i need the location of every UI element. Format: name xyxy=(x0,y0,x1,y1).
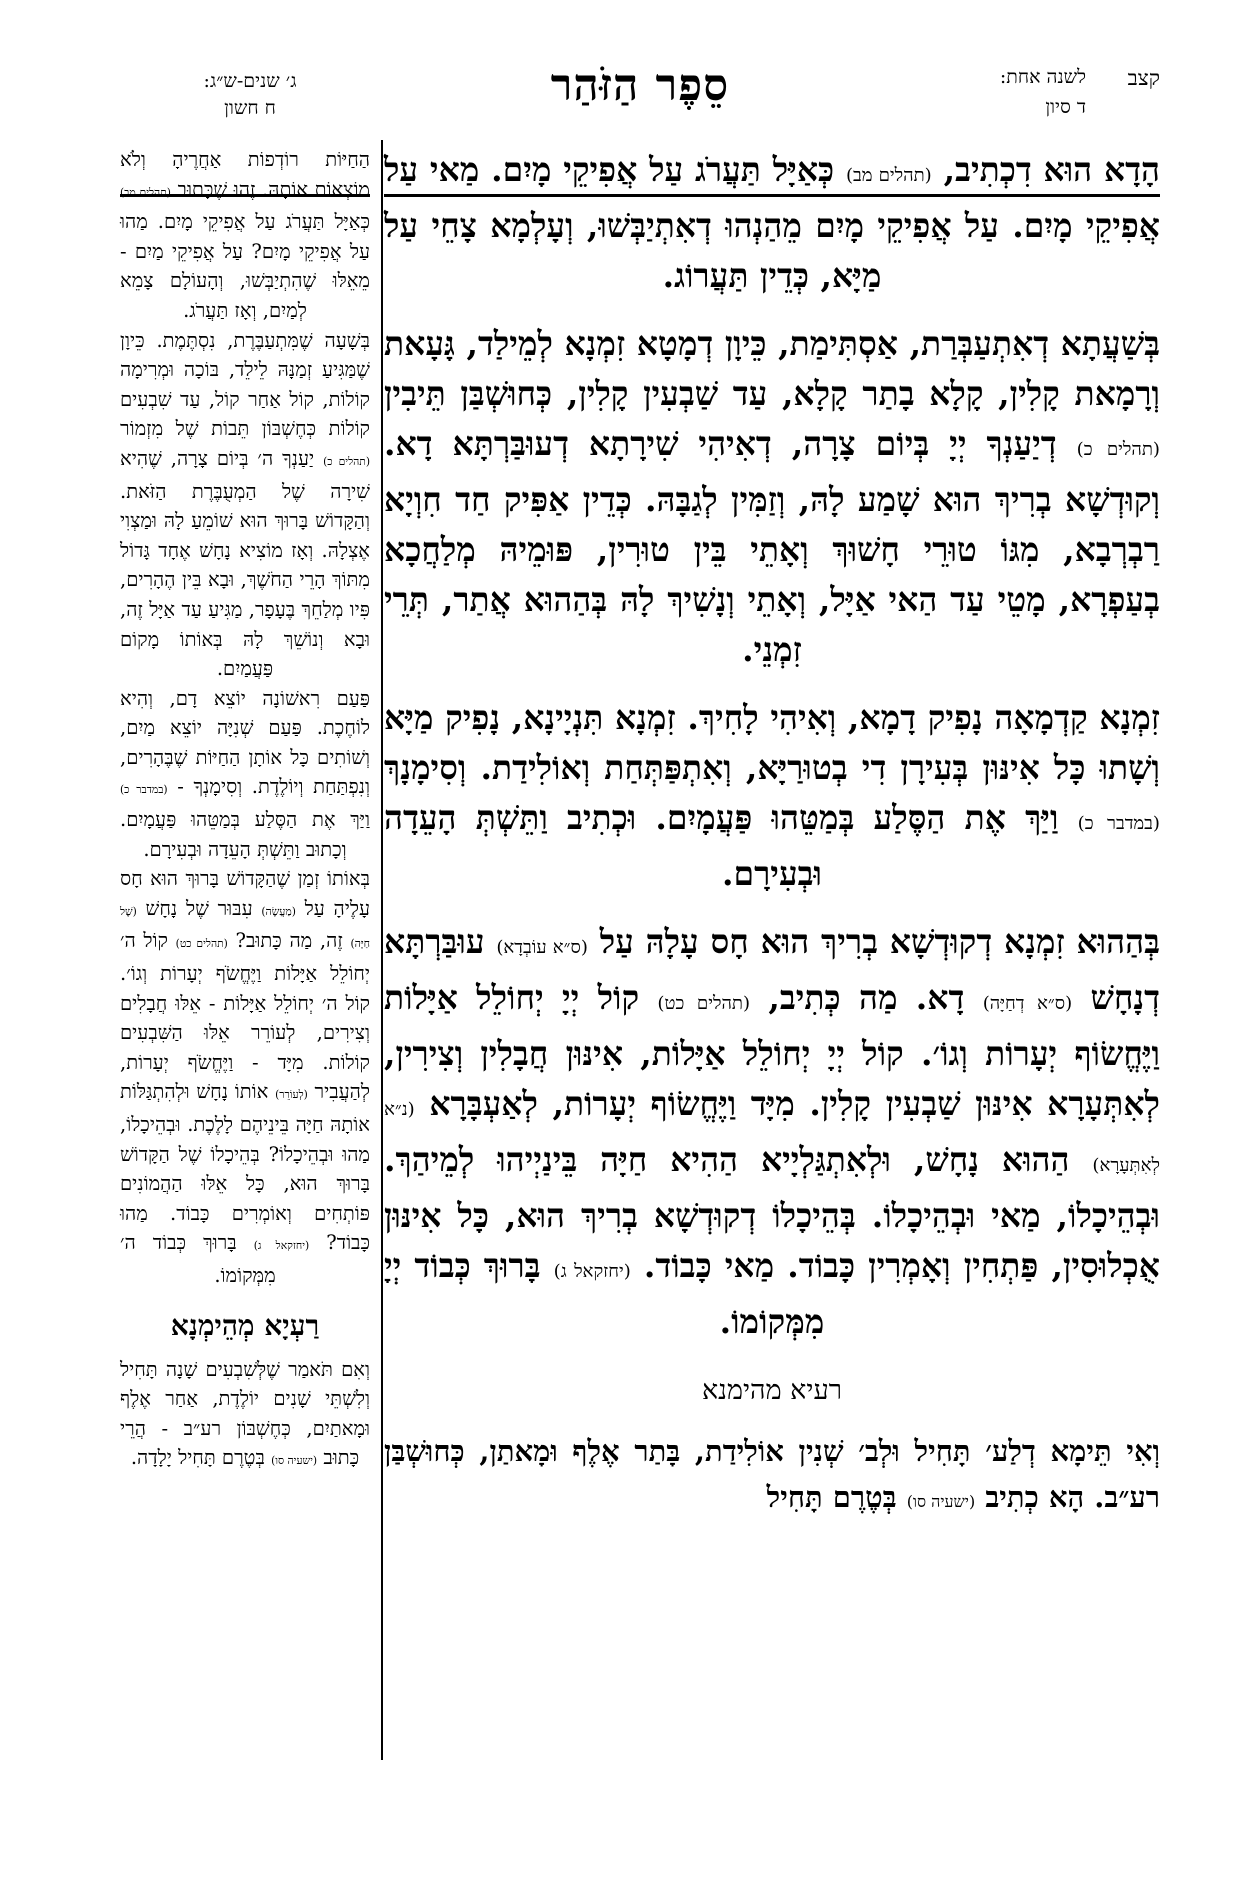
side-text: הַחַיּוֹת רוֹדְפוֹת אַחֲרֶיהָ וְלֹא מוֹצְאוֹת אוֹתָהּ. זֶהוּ שֶׁכָּתוּב xyxy=(120,148,370,201)
page-header xyxy=(120,60,1160,135)
side-text: אוֹתוֹ נָחָשׁ וּלְהִתְגַּלּוֹת אוֹתָהּ חַיָּה בֵּינֵיהֶם לָלֶכֶת. וּבְהֵיכָלוֹ, מַהוּ וּבְהֵיכָלוֹ? בְּהֵיכָלוֹ שֶׁל הַקָּדוֹשׁ בָּרוּךְ הוּא, כָּל אֵלּוּ הַהֲמוֹנִים פּוֹתְחִים וְאוֹמְרִים כָּבוֹד. מַהוּ כָּבוֹד? xyxy=(120,1080,370,1255)
main-paragraph-1 xyxy=(384,145,1160,301)
main-text: הַהוּא נָחָשׁ, וּלְאִתְגַּלְיָיא הַהִיא חַיָּה בֵּינַיְיהוּ לְמֵיהַךְ. וּבְהֵיכָלוֹ, מַאי וּבְהֵיכָלוֹ. בְּהֵיכָלוֹ דְקוּדְשָׁא בְרִיךְ הוּא, כָּל אִינּוּן אֻכְלוּסִין, פַּתְחִין וְאָמְרִין כָּבוֹד. מַאי כָּבוֹד. xyxy=(384,1140,1160,1285)
main-column xyxy=(384,145,1160,1543)
side-citation: (שֶׁל חַיָּה) xyxy=(120,904,370,951)
main-citation: (תהלים כ) xyxy=(1076,439,1160,460)
side-citation: (תהלים מב) xyxy=(120,185,171,199)
side-citation: (יחזקאל ג) xyxy=(253,1239,310,1253)
side-schedule-date: ח חשון xyxy=(224,97,276,119)
main-text: בְּשַׁעֲתָא דְאִתְעַבְּרַת, אַסְתִּימַת, כֵּיוָן דְמָטָא זִמְנָא לְמֵילַד, גָּעָאת וְרָמָאת קָלִין, קָלָא בָתַר קָלָא, עַד שַׁבְעִין קָלִין, כְּחוּשְׁבַּן תֵּיבִין xyxy=(384,324,1160,413)
side-text: בְּטֶרֶם תָּחִיל יָלָדָה. xyxy=(130,1446,265,1470)
column-separator xyxy=(381,140,383,1760)
main-text: הָדָא הוּא דִכְתִיב, xyxy=(943,150,1160,189)
side-paragraph-1 xyxy=(120,145,370,326)
main-citation: (ס״א דְחַיָּה) xyxy=(982,993,1073,1014)
main-citation: (יחזקאל ג) xyxy=(553,1261,631,1282)
main-text: וְאִי תֵּימָא דְלַע׳ תָּחִיל וּלְב׳ שְׁנִין אוֹלִידַת, בָּתַר אֶלֶף וּמָאתַן, כְּחוּשְׁבַּן רע״ב. הָא כְתִיב xyxy=(384,1434,1160,1514)
main-text: בָּרוּךְ כְּבוֹד יְיָ מִמְּקוֹמוֹ. xyxy=(384,1246,825,1341)
side-text: בְּאוֹתוֹ זְמַן שֶׁהַקָּדוֹשׁ בָּרוּךְ הוּא חָס עָלֶיהָ עַל xyxy=(120,867,370,920)
side-text: עִבּוּר שֶׁל נָחָשׁ xyxy=(145,896,253,920)
side-text: יַעַנְךָ ה׳ בְּיוֹם צָרָה, שֶׁהִיא שִׁירָה שֶׁל הַמְעֻבֶּרֶת הַזֹּאת. וְהַקָּדוֹשׁ בָּרוּךְ הוּא שׁוֹמֵעַ לָהּ וּמַצְוִי אֶצְלָהּ. וְאָז מוֹצִיא נָחָשׁ אֶחָד גָּדוֹל מִתּוֹךְ הָרֵי הַחֹשֶׁךְ, וּבָא בֵּין הֶהָרִים, פִּיו מְלַחֵךְ בֶּעָפָר, מַגִּיעַ עַד אַיָּל זֶה, וּבָא וְנוֹשֵׁךְ לָהּ בְּאוֹתוֹ מָקוֹם פַּעֲמַיִם. xyxy=(120,446,370,681)
side-schedule xyxy=(120,66,380,120)
side-citation: (לְעוֹרֵר) xyxy=(275,1088,308,1102)
main-paragraph-2 xyxy=(384,319,1160,675)
side-paragraph-3 xyxy=(120,684,370,865)
main-citation: (ישעיה סו) xyxy=(906,1492,976,1511)
main-citation: (תהלים כט) xyxy=(657,993,751,1014)
side-text: כְּאַיָּל תַּעֲרֹג עַל אֲפִיקֵי מָיִם. מַהוּ עַל אֲפִיקֵי מָיִם? עַל אֲפִיקֵי מַיִם - מֵאֵלּוּ שֶׁהִתְיַבְּשׁוּ, וְהָעוֹלָם צָמֵא לְמַיִם, וְאָז תַּעֲרֹג. xyxy=(120,210,370,322)
side-text: בָּרוּךְ כְּבוֹד ה׳ מִמְּקוֹמוֹ. xyxy=(120,1231,276,1287)
main-citation: (ס״א עוֹבְדָא) xyxy=(496,937,588,958)
translation-column xyxy=(120,145,370,1476)
side-text: בְּשָׁעָה שֶׁמִּתְעַבֶּרֶת, נִסְתֶּמֶת. כֵּיוָן שֶׁמַּגִּיעַ זְמַנָּהּ לֵילֵד, בּוֹכָה וּמְרִימָה קוֹלוֹת, קוֹל אַחַר קוֹל, עַד שִׁבְעִים קוֹלוֹת כְּחֶשְׁבּוֹן תֵּבוֹת שֶׁל מִזְמוֹר xyxy=(120,328,370,441)
side-citation: (במדבר כ) xyxy=(120,783,168,797)
side-paragraph-2 xyxy=(120,326,370,684)
side-citation: (מַעֲשֶׂה) xyxy=(261,904,296,918)
side-text: וְאִם תֹּאמַר שֶׁלְּשִׁבְעִים שָׁנָה תָּחִיל וְלִשְׁתֵּי שָׁנִים יוֹלֶדֶת, אַחַר אֶלֶף וּמָאתַיִם, כְּחֶשְׁבּוֹן רע״ב - הֲרֵי כָּתוּב xyxy=(120,1357,370,1470)
main-citation: (במדבר כ) xyxy=(1077,813,1160,834)
main-text: וַיַּךְ אֶת הַסֶּלַע בְּמַטֵּהוּ פַּעֲמָיִם. וּכְתִיב וַתֵּשְׁתְּ הָעֵדָה וּבְעִירָם. xyxy=(384,798,1059,893)
side-text: וַיַּךְ אֶת הַסֶּלַע בְּמַטֵּהוּ פַּעֲמָיִם. וְכָתוּב וַתֵּשְׁתְּ הָעֵדָה וּבְעִירָם. xyxy=(120,808,370,861)
main-text: בְּהַהוּא זִמְנָא דְקוּדְשָׁא בְרִיךְ הוּא חָס עָלָהּ עַל xyxy=(599,922,1160,961)
side-citation: (תהלים כ) xyxy=(323,454,370,468)
main-text: כְּאַיָּל תַּעֲרֹג עַל אֲפִיקֵי מָיִם. מַאי עַל אֲפִיקֵי מָיִם. עַל אֲפִיקֵי מָיִם מֵהַנְהוּ דְאִתְיַבְּשׁוּ, וְעָלְמָא צָחֵי עַל מַיָּא, כְּדֵין תַּעֲרוֹג. xyxy=(384,150,1160,295)
main-paragraph-5 xyxy=(384,1428,1160,1525)
side-paragraph-5 xyxy=(120,1355,370,1476)
main-text: קוֹל יְיָ יְחוֹלֵל אַיָּלוֹת וַיֶּחֱשׂוֹף יְעָרוֹת וְגוֹ׳. קוֹל יְיָ יְחוֹלֵל אַיָּלוֹת, אִינּוּן חֲבָלִין וְצִירִין, לְאִתְּעָרָא אִינּוּן שַׁבְעִין קָלִין. מִיָּד וַיֶּחֱשׂוֹף יְעָרוֹת, לְאַעְבָּרָא xyxy=(384,978,1160,1123)
side-text: זֶה, מַה כָּתוּב? xyxy=(235,929,343,953)
main-subheading: רעיא מהימנא xyxy=(701,1375,842,1406)
main-paragraph-3 xyxy=(384,693,1160,899)
side-citation: (תהלים כט) xyxy=(175,937,228,951)
side-citation: (ישעיה סו) xyxy=(271,1454,318,1468)
main-text: דְיַעַנְךָ יְיָ בְּיוֹם צָרָה, דְאִיהִי שִׁירָתָא דְעוּבַּרְתָּא דָא. וְקוּדְשָׁא בְרִיךְ הוּא שָׁמַע לָהּ, וְזַמִּין לְגַבָּהּ. כְּדֵין אַפִּיק חַד חִוְיָא רַבְרְבָא, מִגּוֹ טוּרֵי חָשׁוּךְ וְאָתֵי בֵּין טוּרִין, פּוּמֵיהּ מְלַחֲכָא בְעַפְרָא, מָטֵי עַד הַאי אַיָּל, וְאָתֵי וְנָשִׁיךְ לָהּ בְּהַהוּא אֲתַר, תְּרֵי זִמְנֵי. xyxy=(384,424,1160,669)
main-text: בְּטֶרֶם תָּחִיל xyxy=(766,1480,897,1514)
main-paragraph-4 xyxy=(384,917,1160,1347)
side-text: קוֹל ה׳ יְחוֹלֵל אַיָּלוֹת וַיֶּחֱשֹׂף יְעָרוֹת וְגוֹ׳. קוֹל ה׳ יְחוֹלֵל אַיָּלוֹת - אֵלּוּ חֲבָלִים וְצִירִים, לְעוֹרֵר אֵלּוּ הַשִּׁבְעִים קוֹלוֹת. מִיָּד - וַיֶּחֱשֹׂף יְעָרוֹת, לְהַעֲבִיר xyxy=(120,929,370,1104)
book-title: סֵפֶר הַזֹּהַר xyxy=(550,60,730,111)
schedule-label: לשנה אחת: xyxy=(999,66,1086,88)
main-citation: (נ״א לְאִתְּעָרָא) xyxy=(384,1099,1160,1176)
side-schedule-label: ג׳ שנים-ש״ג: xyxy=(203,70,297,92)
page-number: קצב xyxy=(1127,66,1160,90)
main-text: עוּבַּרְתָּא דְנָחָשׁ xyxy=(384,922,1160,1017)
main-citation: (תהלים מב) xyxy=(845,165,932,186)
main-text: זִמְנָא קַדְמָאָה נָפִיק דָמָא, וְאִיהִי לָחִיךְ. זִמְנָא תִּנְיָינָא, נָפִיק מַיָּא וְשָׁתוּ כָּל אִינּוּן בְּעִירָן דִי בְטוּרַיָּא, וְאִתְפַּתְּחַת וְאוֹלִידַת. וְסִימָנָךְ xyxy=(384,698,1160,787)
side-text: פַּעַם רִאשׁוֹנָה יוֹצֵא דָם, וְהִיא לוֹחֶכֶת. פַּעַם שְׁנִיָּה יוֹצֵא מַיִם, וְשׁוֹתִים כָּל אוֹתָן הַחַיּוֹת שֶׁבֶּהָרִים, וְנִפְתַּחַת וְיוֹלֶדֶת. וְסִימָנְךָ - xyxy=(120,686,370,799)
side-paragraph-4 xyxy=(120,864,370,1290)
schedule-date: ד סיון xyxy=(1045,96,1086,118)
main-text: דָא. מַה כְּתִיב, xyxy=(768,978,965,1017)
side-subheading: רַעְיָא מְהֵימְנָא xyxy=(170,1308,320,1342)
